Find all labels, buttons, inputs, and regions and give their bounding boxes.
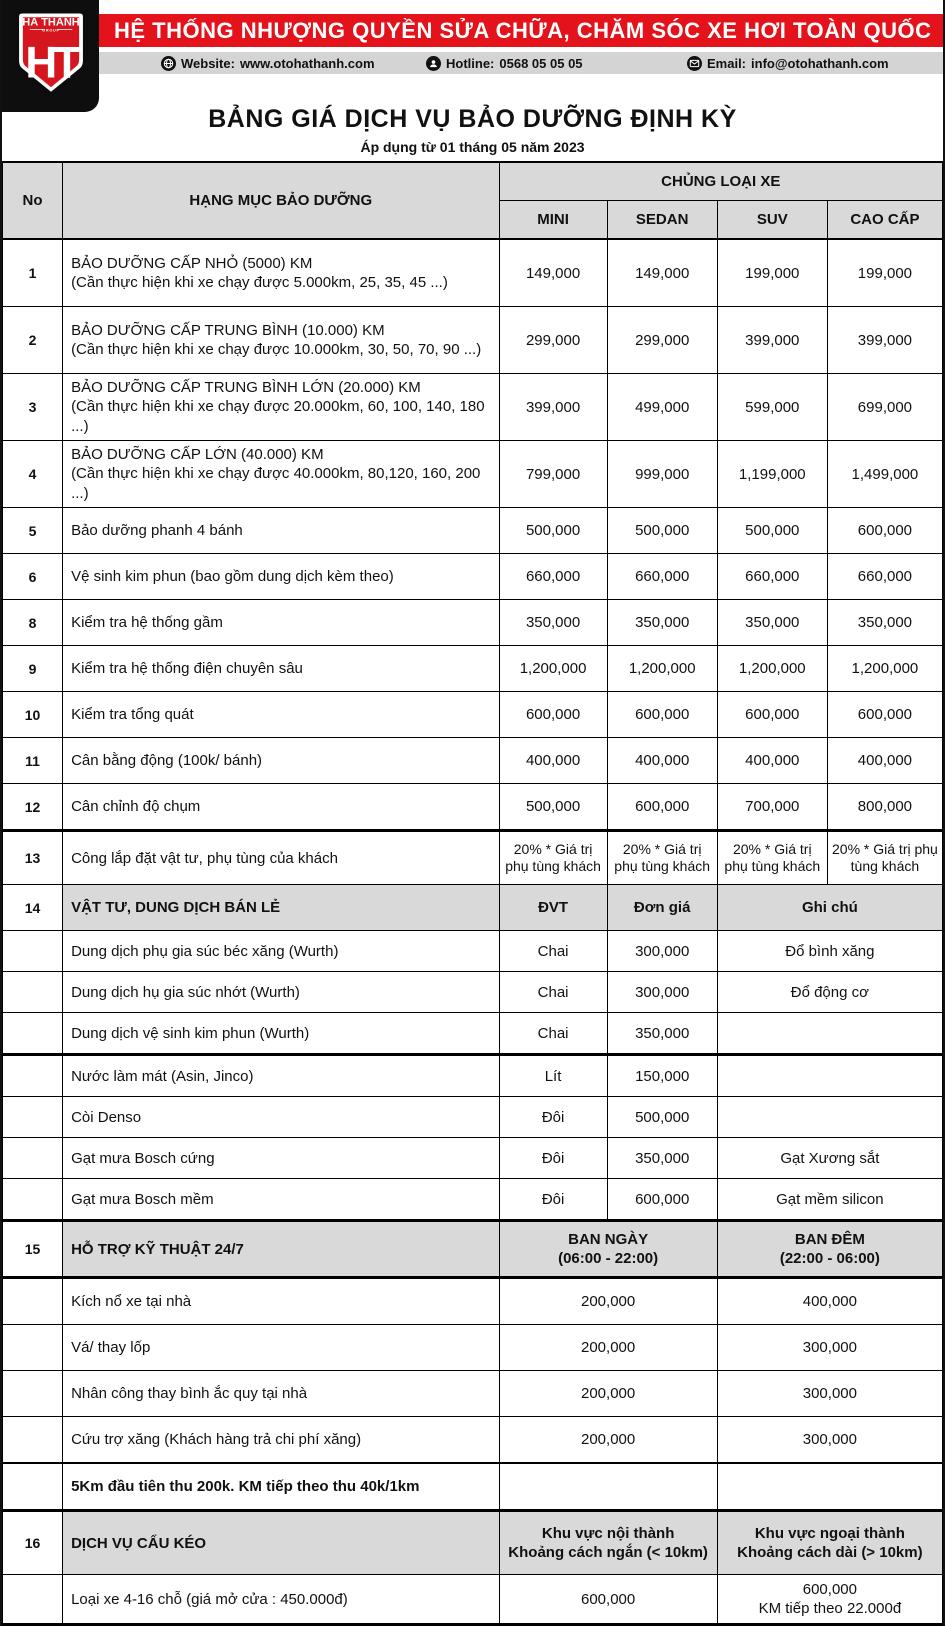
table-row: [3, 1325, 943, 1371]
table-row: [3, 239, 943, 307]
hotline-label: Hotline:: [446, 55, 495, 71]
towing-section-title: DỊCH VỤ CẨU KÉO: [63, 1511, 499, 1575]
col-header-mini: MINI: [499, 201, 607, 240]
long-distance-extra: KM tiếp theo 22.000đ: [758, 1600, 902, 1617]
price-suv: 350,000: [717, 600, 827, 646]
col-header-unit-price: Đơn giá: [607, 885, 717, 931]
email-item: [687, 52, 889, 74]
price-mini: 299,000: [499, 307, 607, 374]
section-header-support: [3, 1221, 943, 1278]
price-mini: 500,000: [499, 784, 607, 831]
product-price: 300,000: [607, 972, 717, 1013]
logo-wordmark: HÀ THÀNH: [22, 16, 80, 29]
service-desc: (Cần thực hiện khi xe chạy được 40.000km, 80,120, 160, 200 ...): [71, 465, 481, 502]
price-night: 400,000: [717, 1278, 942, 1325]
product-name: Dung dịch vệ sinh kim phun (Wurth): [63, 1013, 499, 1055]
product-name: Còi Denso: [63, 1097, 499, 1138]
price-suv: 199,000: [717, 239, 827, 307]
row-no: 8: [3, 600, 63, 646]
col-header-unit: ĐVT: [499, 885, 607, 931]
price-caocap: 699,000: [827, 374, 942, 441]
row-no-empty: [3, 1463, 63, 1511]
table-row: [3, 1575, 943, 1625]
price-mini: 400,000: [499, 738, 607, 784]
short-distance-area: Khu vực nội thành: [541, 1524, 675, 1542]
table-row: [3, 441, 943, 508]
price-suv: 599,000: [717, 374, 827, 441]
table-row: [3, 692, 943, 738]
hotline-value: 0568 05 05 05: [499, 55, 583, 71]
nighttime-hours: (22:00 - 06:00): [779, 1250, 880, 1267]
table-row: [3, 508, 943, 554]
price-suv: 399,000: [717, 307, 827, 374]
service-desc: (Cần thực hiện khi xe chạy được 20.000km, 60, 100, 140, 180 ...): [71, 398, 485, 435]
price-night: 300,000: [717, 1371, 942, 1417]
table-row: [3, 554, 943, 600]
price-sedan: 499,000: [607, 374, 717, 441]
empty-cell: [499, 1463, 717, 1511]
service-title: BẢO DƯỠNG CẤP NHỎ (5000) KM: [71, 254, 313, 272]
daytime-hours: (06:00 - 22:00): [558, 1250, 659, 1267]
slogan-band: [2, 14, 943, 47]
price-caocap: 1,200,000: [827, 646, 942, 692]
table-row: [3, 1138, 943, 1179]
product-note: [717, 1055, 942, 1097]
price-suv: 1,199,000: [717, 441, 827, 508]
price-suv: 600,000: [717, 692, 827, 738]
retail-section-title: VẬT TƯ, DUNG DỊCH BÁN LẺ: [63, 885, 499, 931]
section-header-towing: [3, 1511, 943, 1575]
email-icon: [687, 56, 702, 71]
table-header-row-1: [3, 162, 943, 201]
price-day: 200,000: [499, 1417, 717, 1464]
row-no: 15: [3, 1221, 63, 1278]
row-no-empty: [3, 1013, 63, 1055]
row-no: 3: [3, 374, 63, 441]
table-row: [3, 646, 943, 692]
long-distance-price: 600,000: [802, 1580, 857, 1598]
col-header-nighttime: [717, 1221, 942, 1278]
row-no: 6: [3, 554, 63, 600]
service-name: [63, 307, 499, 374]
col-header-daytime: [499, 1221, 717, 1278]
price-caocap: 600,000: [827, 508, 942, 554]
service-name: Bảo dưỡng phanh 4 bánh: [63, 508, 499, 554]
table-row: [3, 738, 943, 784]
section-header-retail: [3, 885, 943, 931]
price-mini: 799,000: [499, 441, 607, 508]
row-no-empty: [3, 1371, 63, 1417]
product-unit: Chai: [499, 1013, 607, 1055]
table-row: [3, 931, 943, 972]
support-section-title: HỖ TRỢ KỸ THUẬT 24/7: [63, 1221, 499, 1278]
service-title: BẢO DƯỠNG CẤP TRUNG BÌNH LỚN (20.000) KM: [71, 378, 421, 396]
col-header-sedan: SEDAN: [607, 201, 717, 240]
row-no: 4: [3, 441, 63, 508]
empty-cell: [717, 1463, 942, 1511]
price-sedan: 350,000: [607, 600, 717, 646]
table-row: [3, 1097, 943, 1138]
price-sedan: 660,000: [607, 554, 717, 600]
website-item: [161, 52, 375, 74]
price-suv: 20% * Giá trị phụ tùng khách: [717, 831, 827, 885]
contact-strip: [99, 52, 943, 74]
price-suv: 400,000: [717, 738, 827, 784]
row-no-empty: [3, 1278, 63, 1325]
price-sedan: 600,000: [607, 784, 717, 831]
email-label: Email:: [707, 55, 747, 71]
price-caocap: 600,000: [827, 692, 942, 738]
service-name: Cân bằng động (100k/ bánh): [63, 738, 499, 784]
product-unit: Chai: [499, 972, 607, 1013]
row-no-empty: [3, 972, 63, 1013]
price-sedan: 149,000: [607, 239, 717, 307]
price-sedan: 999,000: [607, 441, 717, 508]
row-no: 12: [3, 784, 63, 831]
price-long-distance: [717, 1575, 942, 1625]
price-caocap: 350,000: [827, 600, 942, 646]
price-caocap: 800,000: [827, 784, 942, 831]
row-no-empty: [3, 1138, 63, 1179]
hotline-item: [426, 52, 583, 74]
row-no-empty: [3, 1325, 63, 1371]
row-no-empty: [3, 1055, 63, 1097]
row-no-empty: [3, 1097, 63, 1138]
col-header-long-distance: [717, 1511, 942, 1575]
col-header-caocap: CAO CẤP: [827, 201, 942, 240]
row-no: 5: [3, 508, 63, 554]
price-suv: 660,000: [717, 554, 827, 600]
product-price: 350,000: [607, 1138, 717, 1179]
product-unit: Đôi: [499, 1138, 607, 1179]
row-no: 14: [3, 885, 63, 931]
table-row: [3, 831, 943, 885]
slogan-text: HỆ THỐNG NHƯỢNG QUYỀN SỬA CHỮA, CHĂM SÓC XE HƠI TOÀN QUỐC: [114, 17, 932, 43]
table-row: [3, 1278, 943, 1325]
price-short-distance: 600,000: [499, 1575, 717, 1625]
price-mini: 660,000: [499, 554, 607, 600]
service-name: Kiểm tra tổng quát: [63, 692, 499, 738]
row-no: 11: [3, 738, 63, 784]
col-header-item: HẠNG MỤC BẢO DƯỠNG: [63, 162, 499, 239]
globe-icon: [161, 56, 176, 71]
service-name: Kiểm tra hệ thống gầm: [63, 600, 499, 646]
product-unit: Đôi: [499, 1097, 607, 1138]
product-price: 300,000: [607, 931, 717, 972]
table-row: [3, 1055, 943, 1097]
service-name: [63, 441, 499, 508]
price-mini: 500,000: [499, 508, 607, 554]
website-value: www.otohathanh.com: [239, 55, 375, 71]
price-caocap: 1,499,000: [827, 441, 942, 508]
service-name: Vệ sinh kim phun (bao gồm dung dịch kèm theo): [63, 554, 499, 600]
table-row: [3, 972, 943, 1013]
price-sedan: 400,000: [607, 738, 717, 784]
row-no-empty: [3, 1575, 63, 1625]
table-row: [3, 1013, 943, 1055]
price-caocap: 399,000: [827, 307, 942, 374]
shield-logo-icon: [13, 7, 89, 99]
service-name: [63, 374, 499, 441]
support-service-name: Kích nổ xe tại nhà: [63, 1278, 499, 1325]
price-table: [2, 161, 943, 1626]
service-name: Công lắp đặt vật tư, phụ tùng của khách: [63, 831, 499, 885]
product-note: Gạt mềm silicon: [717, 1179, 942, 1221]
service-name: Kiểm tra hệ thống điện chuyên sâu: [63, 646, 499, 692]
long-distance-area: Khu vực ngoại thành: [754, 1524, 905, 1542]
col-header-vehicle-group: CHỦNG LOẠI XE: [499, 162, 942, 201]
product-name: Gạt mưa Bosch mềm: [63, 1179, 499, 1221]
product-note: Đổ động cơ: [717, 972, 942, 1013]
table-row: [3, 784, 943, 831]
table-row: [3, 307, 943, 374]
price-day: 200,000: [499, 1278, 717, 1325]
support-service-name: Vá/ thay lốp: [63, 1325, 499, 1371]
email-value: info@otohathanh.com: [751, 55, 889, 71]
product-name: Dung dịch hụ gia súc nhớt (Wurth): [63, 972, 499, 1013]
price-mini: 600,000: [499, 692, 607, 738]
service-title: BẢO DƯỠNG CẤP LỚN (40.000) KM: [71, 445, 324, 463]
service-desc: (Cần thực hiện khi xe chạy được 10.000km, 30, 50, 70, 90 ...): [71, 341, 482, 358]
service-name: Cân chỉnh độ chụm: [63, 784, 499, 831]
service-desc: (Cần thực hiện khi xe chạy được 5.000km, 25, 35, 45 ...): [71, 274, 448, 291]
price-caocap: 20% * Giá trị phụ tùng khách: [827, 831, 942, 885]
row-no: 13: [3, 831, 63, 885]
price-sedan: 500,000: [607, 508, 717, 554]
table-row: [3, 374, 943, 441]
price-day: 200,000: [499, 1371, 717, 1417]
product-price: 500,000: [607, 1097, 717, 1138]
logo-monogram: HT: [25, 38, 77, 88]
row-no-empty: [3, 1179, 63, 1221]
product-note: [717, 1097, 942, 1138]
price-night: 300,000: [717, 1325, 942, 1371]
price-caocap: 660,000: [827, 554, 942, 600]
service-name: [63, 239, 499, 307]
page-subtitle: Áp dụng từ 01 tháng 05 năm 2023: [360, 139, 585, 155]
title-block: [2, 96, 943, 161]
price-mini: 399,000: [499, 374, 607, 441]
logo-group-text: GROUP: [42, 28, 60, 33]
support-note-row: [3, 1463, 943, 1511]
row-no: 1: [3, 239, 63, 307]
row-no-empty: [3, 1417, 63, 1464]
row-no-empty: [3, 931, 63, 972]
product-price: 350,000: [607, 1013, 717, 1055]
row-no: 16: [3, 1511, 63, 1575]
table-row: [3, 1179, 943, 1221]
service-title: BẢO DƯỠNG CẤP TRUNG BÌNH (10.000) KM: [71, 321, 385, 339]
price-mini: 149,000: [499, 239, 607, 307]
row-no: 10: [3, 692, 63, 738]
price-mini: 350,000: [499, 600, 607, 646]
price-sedan: 299,000: [607, 307, 717, 374]
header: [2, 0, 943, 96]
price-day: 200,000: [499, 1325, 717, 1371]
product-name: Dung dịch phụ gia súc béc xăng (Wurth): [63, 931, 499, 972]
nighttime-label: BAN ĐÊM: [794, 1230, 865, 1248]
website-label: Website:: [181, 55, 235, 71]
product-price: 600,000: [607, 1179, 717, 1221]
product-price: 150,000: [607, 1055, 717, 1097]
daytime-label: BAN NGÀY: [568, 1230, 649, 1248]
row-no: 9: [3, 646, 63, 692]
table-row: [3, 1417, 943, 1464]
product-note: [717, 1013, 942, 1055]
support-service-name: Cứu trợ xăng (Khách hàng trả chi phí xăng): [63, 1417, 499, 1464]
table-row: [3, 1371, 943, 1417]
price-night: 300,000: [717, 1417, 942, 1464]
price-suv: 500,000: [717, 508, 827, 554]
product-note: Đổ bình xăng: [717, 931, 942, 972]
brand-logo: [13, 7, 89, 99]
price-mini: 20% * Giá trị phụ tùng khách: [499, 831, 607, 885]
product-unit: Lít: [499, 1055, 607, 1097]
col-header-note: Ghi chú: [717, 885, 942, 931]
price-caocap: 199,000: [827, 239, 942, 307]
phone-icon: [426, 56, 441, 71]
long-distance-range: Khoảng cách dài (> 10km): [737, 1544, 923, 1561]
table-row: [3, 600, 943, 646]
price-sedan: 600,000: [607, 692, 717, 738]
support-note: 5Km đầu tiên thu 200k. KM tiếp theo thu 40k/1km: [63, 1463, 499, 1511]
product-unit: Chai: [499, 931, 607, 972]
price-suv: 1,200,000: [717, 646, 827, 692]
price-suv: 700,000: [717, 784, 827, 831]
short-distance-range: Khoảng cách ngắn (< 10km): [508, 1544, 708, 1561]
product-name: Gạt mưa Bosch cứng: [63, 1138, 499, 1179]
page-title: BẢNG GIÁ DỊCH VỤ BẢO DƯỠNG ĐỊNH KỲ: [208, 105, 737, 133]
support-service-name: Nhân công thay bình ắc quy tại nhà: [63, 1371, 499, 1417]
row-no: 2: [3, 307, 63, 374]
towing-vehicle-type: Loại xe 4-16 chỗ (giá mở cửa : 450.000đ): [63, 1575, 499, 1625]
price-caocap: 400,000: [827, 738, 942, 784]
product-name: Nước làm mát (Asin, Jinco): [63, 1055, 499, 1097]
product-note: Gạt Xương sắt: [717, 1138, 942, 1179]
product-unit: Đôi: [499, 1179, 607, 1221]
col-header-no: No: [3, 162, 63, 239]
price-mini: 1,200,000: [499, 646, 607, 692]
price-sedan: 1,200,000: [607, 646, 717, 692]
col-header-suv: SUV: [717, 201, 827, 240]
col-header-short-distance: [499, 1511, 717, 1575]
price-sedan: 20% * Giá trị phụ tùng khách: [607, 831, 717, 885]
